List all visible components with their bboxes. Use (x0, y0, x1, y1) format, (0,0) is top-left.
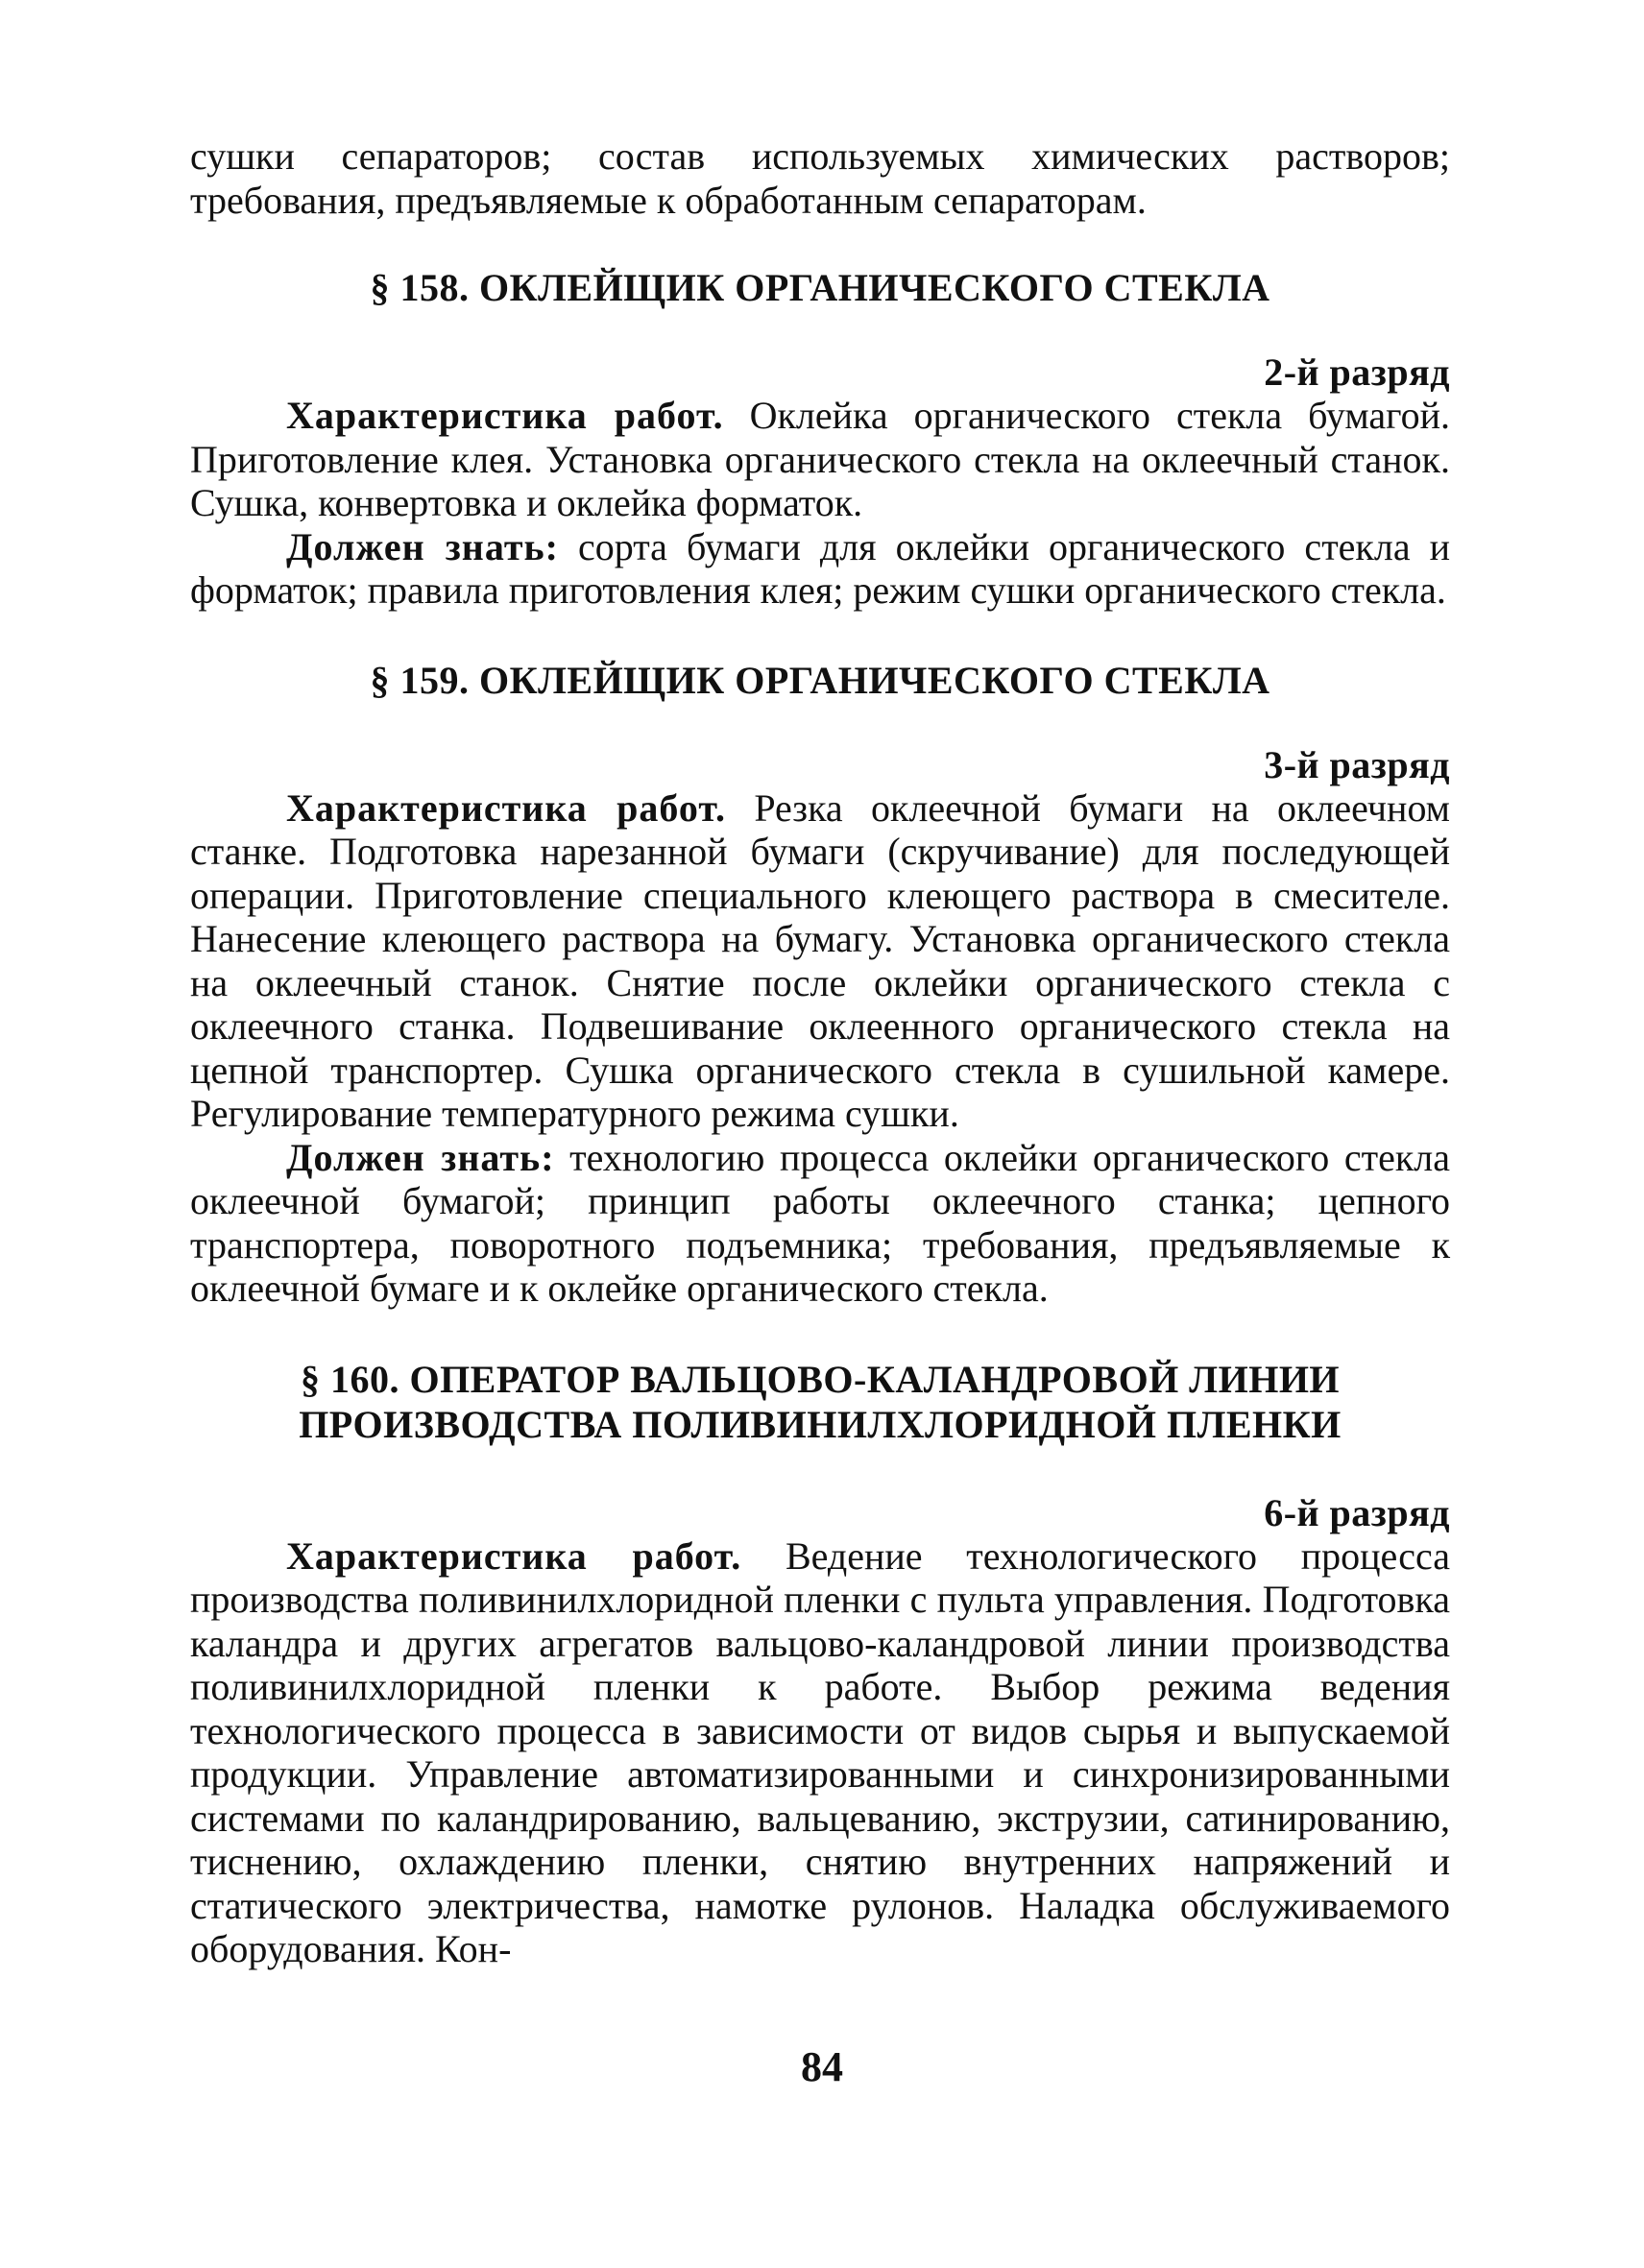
grade-label: 6-й разряд (1264, 1490, 1450, 1534)
must-know-paragraph (190, 525, 1450, 613)
grade-label: 3-й разряд (1264, 742, 1450, 786)
characteristic-text: Оклейка органического стекла бумагой. Приготовление клея. Установка органического стекла на оклеечный станок. Сушка, конвертовка и оклейка форматок. (190, 394, 1450, 524)
characteristic-paragraph (190, 1534, 1450, 1971)
must-know-text: сорта бумаги для оклейки органического стекла и форматок; правила приготовления клея; режим сушки органического стекла. (190, 524, 1450, 612)
characteristic-label: Характеристика работ. (286, 1533, 742, 1578)
page-number: 84 (801, 2043, 843, 2090)
section-160 (190, 1357, 1450, 1971)
section-heading: § 159. ОКЛЕЙЩИК ОРГАНИЧЕСКОГО СТЕКЛА (370, 658, 1270, 702)
section-heading (190, 1357, 1450, 1447)
document-page (190, 134, 1450, 1971)
section-159 (190, 658, 1450, 1311)
must-know-label: Должен знать: (286, 524, 559, 568)
must-know-text: технологию процесса оклейки органического стекла оклеечной бумагой; принцип работы оклеечного станка; цепного транспортера, поворотного подъемника; требования, предъявляемые к оклеечной бумаге и к оклейке органического стекла. (190, 1135, 1451, 1310)
section-heading-line-2: ПРОИЗВОДСТВА ПОЛИВИНИЛХЛОРИДНОЙ ПЛЕНКИ (299, 1402, 1342, 1446)
section-heading-line-1: § 160. ОПЕРАТОР ВАЛЬЦОВО-КАЛАНДРОВОЙ ЛИНИИ (300, 1357, 1341, 1401)
characteristic-paragraph (190, 394, 1450, 525)
must-know-label: Должен знать: (286, 1135, 555, 1179)
characteristic-text: Ведение технологического процесса производства поливинилхлоридной пленки с пульта управления. Подготовка каландра и других агрегатов вальцово-каландровой линии производства поливинилхлоридной пленки к работе. Выбор режима ведения технологического процесса в зависимости от видов сырья и выпускаемой продукции. Управление автоматизированными и синхронизированными системами по каландрированию, вальцеванию, экструзии, сатинированию, тиснению, охлаждению пленки, снятию внутренних напряжений и статического электричества, намотке рулонов. Наладка обслуживаемого оборудования. Кон- (190, 1533, 1451, 1970)
section-158 (190, 265, 1450, 613)
intro-paragraph: сушки сепараторов; состав используемых химических растворов; требования, предъявляемые к обработанным сепараторам. (190, 134, 1450, 222)
characteristic-label: Характеристика работ. (286, 394, 724, 437)
characteristic-paragraph (190, 786, 1450, 1136)
characteristic-label: Характеристика работ. (286, 785, 726, 830)
must-know-paragraph (190, 1136, 1450, 1311)
characteristic-text: Резка оклеечной бумаги на оклеечном станке. Подготовка нарезанной бумаги (скручивание) для последующей операции. Приготовление специального клеющего раствора в смесителе. Нанесение клеющего раствора на бумагу. Установка органического стекла на оклеечный станок. Снятие после оклейки органического стекла с оклеечного станка. Подвешивание оклеенного органического стекла на цепной транспортер. Сушка органического стекла в сушильной камере. Регулирование температурного режима сушки. (190, 785, 1450, 1135)
grade-label: 2-й разряд (1264, 350, 1450, 394)
section-heading: § 158. ОКЛЕЙЩИК ОРГАНИЧЕСКОГО СТЕКЛА (370, 266, 1270, 309)
